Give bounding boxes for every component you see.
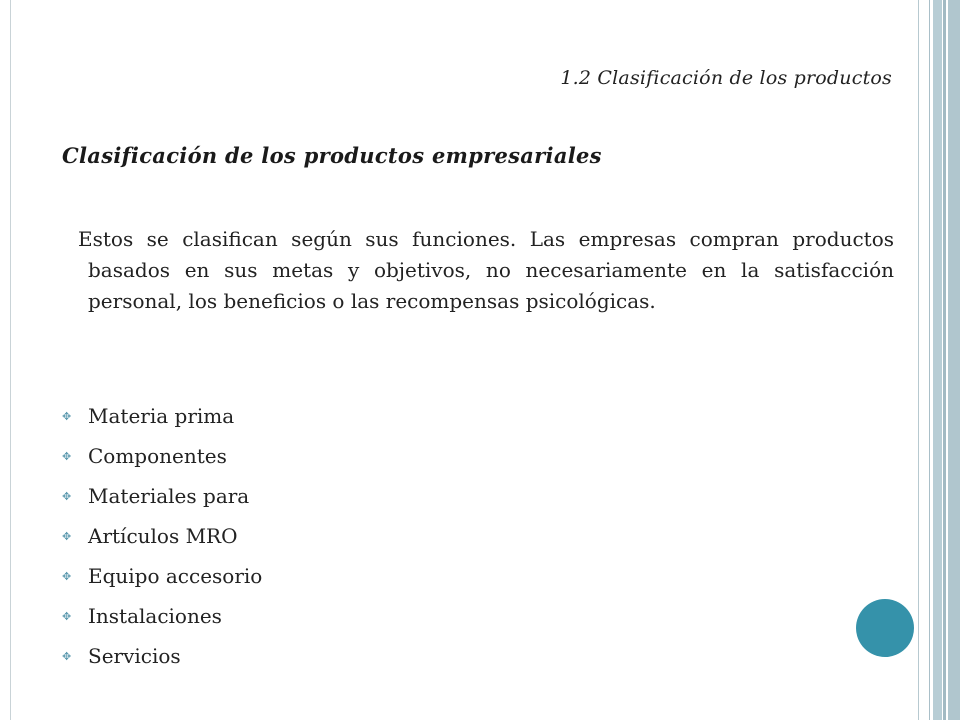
left-border-line	[10, 0, 11, 720]
diamond-bullet-icon: ✥	[62, 529, 72, 543]
diamond-bullet-icon: ✥	[62, 649, 72, 663]
body-paragraph: Estos se clasifican según sus funciones. Las empresas compran productos basados en sus metas y objetivos, no necesariamente en la satisfacción personal, los beneficios o las recompensas psicológicas.	[78, 227, 894, 313]
list-item-label: Materia prima	[88, 404, 235, 428]
right-decorative-stripes	[918, 0, 960, 720]
diamond-bullet-icon: ✥	[62, 609, 72, 623]
list-item	[62, 636, 262, 676]
list-item-label: Servicios	[88, 644, 181, 668]
list-item	[62, 436, 262, 476]
stripe	[933, 0, 942, 720]
diamond-bullet-icon: ✥	[62, 569, 72, 583]
decorative-circle	[856, 599, 914, 657]
stripe	[948, 0, 960, 720]
list-item	[62, 476, 262, 516]
list-item-label: Materiales para	[88, 484, 250, 508]
diamond-bullet-icon: ✥	[62, 449, 72, 463]
list-item-label: Instalaciones	[88, 604, 222, 628]
slide-heading: Clasificación de los productos empresariales	[62, 143, 602, 168]
section-label: 1.2 Clasificación de los productos	[560, 67, 892, 89]
list-item	[62, 556, 262, 596]
diamond-bullet-icon: ✥	[62, 409, 72, 423]
list-item-label: Artículos MRO	[88, 524, 238, 548]
list-item	[62, 516, 262, 556]
list-item	[62, 396, 262, 436]
bullet-list	[62, 396, 262, 676]
list-item	[62, 596, 262, 636]
list-item-label: Equipo accesorio	[88, 564, 263, 588]
diamond-bullet-icon: ✥	[62, 489, 72, 503]
stripe	[919, 0, 929, 720]
list-item-label: Componentes	[88, 444, 227, 468]
